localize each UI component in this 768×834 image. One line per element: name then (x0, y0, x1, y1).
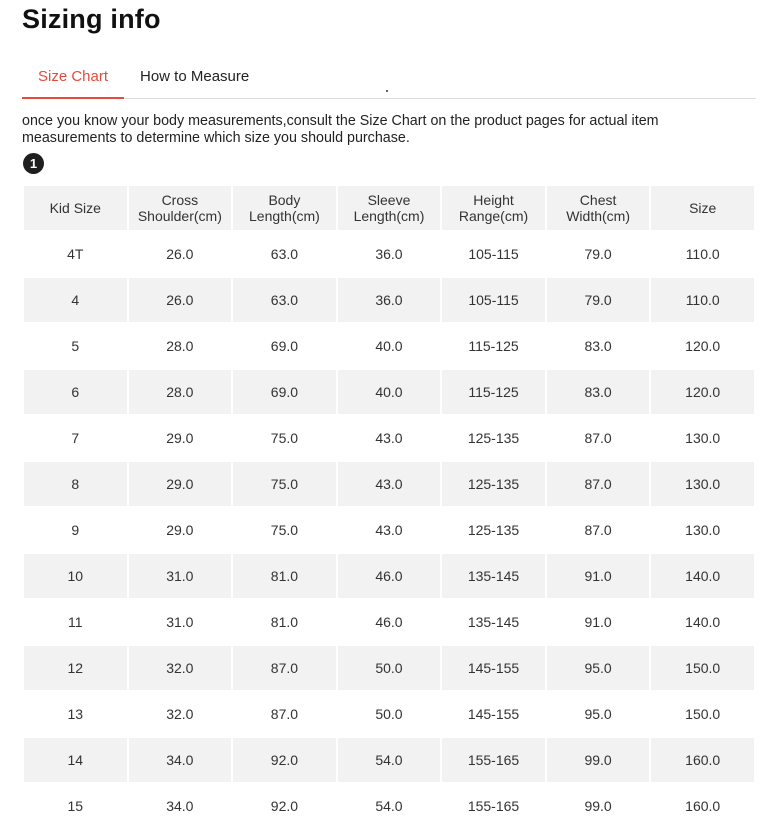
table-cell: 83.0 (547, 370, 650, 414)
table-cell: 95.0 (547, 692, 650, 736)
column-header-line: Shoulder(cm) (137, 208, 222, 224)
step-number-badge: 1 (23, 153, 44, 174)
table-row (24, 416, 754, 460)
table-cell: 7 (24, 416, 127, 460)
table-cell: 32.0 (129, 646, 232, 690)
table-cell: 40.0 (338, 324, 441, 368)
table-cell: 15 (24, 784, 127, 828)
table-cell: 140.0 (651, 554, 754, 598)
table-cell: 10 (24, 554, 127, 598)
table-cell: 54.0 (338, 738, 441, 782)
table-cell: 9 (24, 508, 127, 552)
table-cell: 99.0 (547, 784, 650, 828)
table-cell: 135-145 (442, 554, 545, 598)
table-cell: 34.0 (129, 738, 232, 782)
table-cell: 26.0 (129, 232, 232, 276)
table-cell: 69.0 (233, 370, 336, 414)
table-row (24, 646, 754, 690)
table-cell: 81.0 (233, 600, 336, 644)
table-cell: 125-135 (442, 508, 545, 552)
table-cell: 63.0 (233, 232, 336, 276)
column-header-line: Chest (579, 192, 617, 208)
table-cell: 92.0 (233, 738, 336, 782)
table-cell: 46.0 (338, 554, 441, 598)
table-cell: 28.0 (129, 324, 232, 368)
table-cell: 29.0 (129, 416, 232, 460)
column-header (651, 186, 754, 230)
table-body (24, 232, 754, 828)
table-row (24, 554, 754, 598)
column-header (24, 186, 127, 230)
table-cell: 75.0 (233, 508, 336, 552)
table-cell: 115-125 (442, 370, 545, 414)
column-header (338, 186, 441, 230)
table-cell: 6 (24, 370, 127, 414)
table-cell: 130.0 (651, 416, 754, 460)
table-cell: 83.0 (547, 324, 650, 368)
table-cell: 95.0 (547, 646, 650, 690)
table-cell: 120.0 (651, 324, 754, 368)
table-cell: 130.0 (651, 508, 754, 552)
tab-bar (22, 58, 756, 99)
tab-size-chart[interactable]: Size Chart (22, 58, 124, 99)
column-header-line: Body (268, 192, 301, 208)
table-cell: 63.0 (233, 278, 336, 322)
table-cell: 160.0 (651, 738, 754, 782)
table-cell: 105-115 (442, 232, 545, 276)
table-row (24, 508, 754, 552)
table-cell: 160.0 (651, 784, 754, 828)
table-row (24, 738, 754, 782)
table-cell: 145-155 (442, 692, 545, 736)
table-cell: 155-165 (442, 784, 545, 828)
table-cell: 130.0 (651, 462, 754, 506)
column-header (233, 186, 336, 230)
intro-text: once you know your body measurements,consult the Size Chart on the product pages for actual item measurements to determine which size you should purchase. (22, 113, 659, 146)
table-cell: 36.0 (338, 278, 441, 322)
table-cell: 99.0 (547, 738, 650, 782)
table-row (24, 600, 754, 644)
table-cell: 110.0 (651, 232, 754, 276)
table-cell: 32.0 (129, 692, 232, 736)
table-cell: 87.0 (547, 508, 650, 552)
table-row (24, 692, 754, 736)
table-row (24, 324, 754, 368)
column-header-line: Length(cm) (249, 208, 320, 224)
column-header-line: Range(cm) (458, 208, 529, 224)
column-header (442, 186, 545, 230)
table-cell: 4 (24, 278, 127, 322)
table-cell: 13 (24, 692, 127, 736)
table-cell: 87.0 (233, 692, 336, 736)
column-header-line: Cross (161, 192, 199, 208)
table-cell: 125-135 (442, 416, 545, 460)
table-cell: 34.0 (129, 784, 232, 828)
table-cell: 11 (24, 600, 127, 644)
table-cell: 75.0 (233, 416, 336, 460)
table-cell: 75.0 (233, 462, 336, 506)
table-cell: 69.0 (233, 324, 336, 368)
column-header-line: Width(cm) (566, 208, 630, 224)
size-chart-table (22, 184, 756, 830)
column-header-line: Size (689, 200, 717, 216)
table-cell: 29.0 (129, 508, 232, 552)
table-cell: 150.0 (651, 646, 754, 690)
table-cell: 91.0 (547, 600, 650, 644)
table-cell: 29.0 (129, 462, 232, 506)
tab-how-to-measure[interactable]: How to Measure (140, 68, 250, 85)
table-cell: 79.0 (547, 278, 650, 322)
table-cell: 120.0 (651, 370, 754, 414)
table-cell: 43.0 (338, 508, 441, 552)
table-cell: 155-165 (442, 738, 545, 782)
column-header (547, 186, 650, 230)
table-cell: 26.0 (129, 278, 232, 322)
column-header-line: Sleeve (367, 192, 411, 208)
table-cell: 150.0 (651, 692, 754, 736)
table-cell: 54.0 (338, 784, 441, 828)
table-row (24, 462, 754, 506)
table-cell: 125-135 (442, 462, 545, 506)
divider-dot (386, 90, 388, 92)
table-cell: 135-145 (442, 600, 545, 644)
table-cell: 31.0 (129, 554, 232, 598)
table-cell: 12 (24, 646, 127, 690)
table-cell: 40.0 (338, 370, 441, 414)
table-cell: 115-125 (442, 324, 545, 368)
table-cell: 79.0 (547, 232, 650, 276)
table-cell: 81.0 (233, 554, 336, 598)
table-cell: 145-155 (442, 646, 545, 690)
table-cell: 50.0 (338, 646, 441, 690)
table-cell: 87.0 (233, 646, 336, 690)
table-header-row (24, 186, 754, 230)
table-row (24, 784, 754, 828)
table-cell: 31.0 (129, 600, 232, 644)
table-cell: 46.0 (338, 600, 441, 644)
table-cell: 14 (24, 738, 127, 782)
table-cell: 105-115 (442, 278, 545, 322)
table-cell: 5 (24, 324, 127, 368)
table-row (24, 370, 754, 414)
table-cell: 36.0 (338, 232, 441, 276)
column-header-line: Length(cm) (353, 208, 425, 224)
table-cell: 110.0 (651, 278, 754, 322)
page-title: Sizing info (22, 4, 161, 34)
table-row (24, 278, 754, 322)
table-cell: 4T (24, 232, 127, 276)
table-cell: 91.0 (547, 554, 650, 598)
table-cell: 8 (24, 462, 127, 506)
column-header-line: Height (473, 192, 514, 208)
column-header-line: Kid Size (49, 200, 101, 216)
table-cell: 92.0 (233, 784, 336, 828)
table-cell: 28.0 (129, 370, 232, 414)
table-cell: 87.0 (547, 462, 650, 506)
table-cell: 43.0 (338, 462, 441, 506)
table-row (24, 232, 754, 276)
table-cell: 140.0 (651, 600, 754, 644)
table-cell: 87.0 (547, 416, 650, 460)
table-cell: 43.0 (338, 416, 441, 460)
column-header (129, 186, 232, 230)
table-cell: 50.0 (338, 692, 441, 736)
